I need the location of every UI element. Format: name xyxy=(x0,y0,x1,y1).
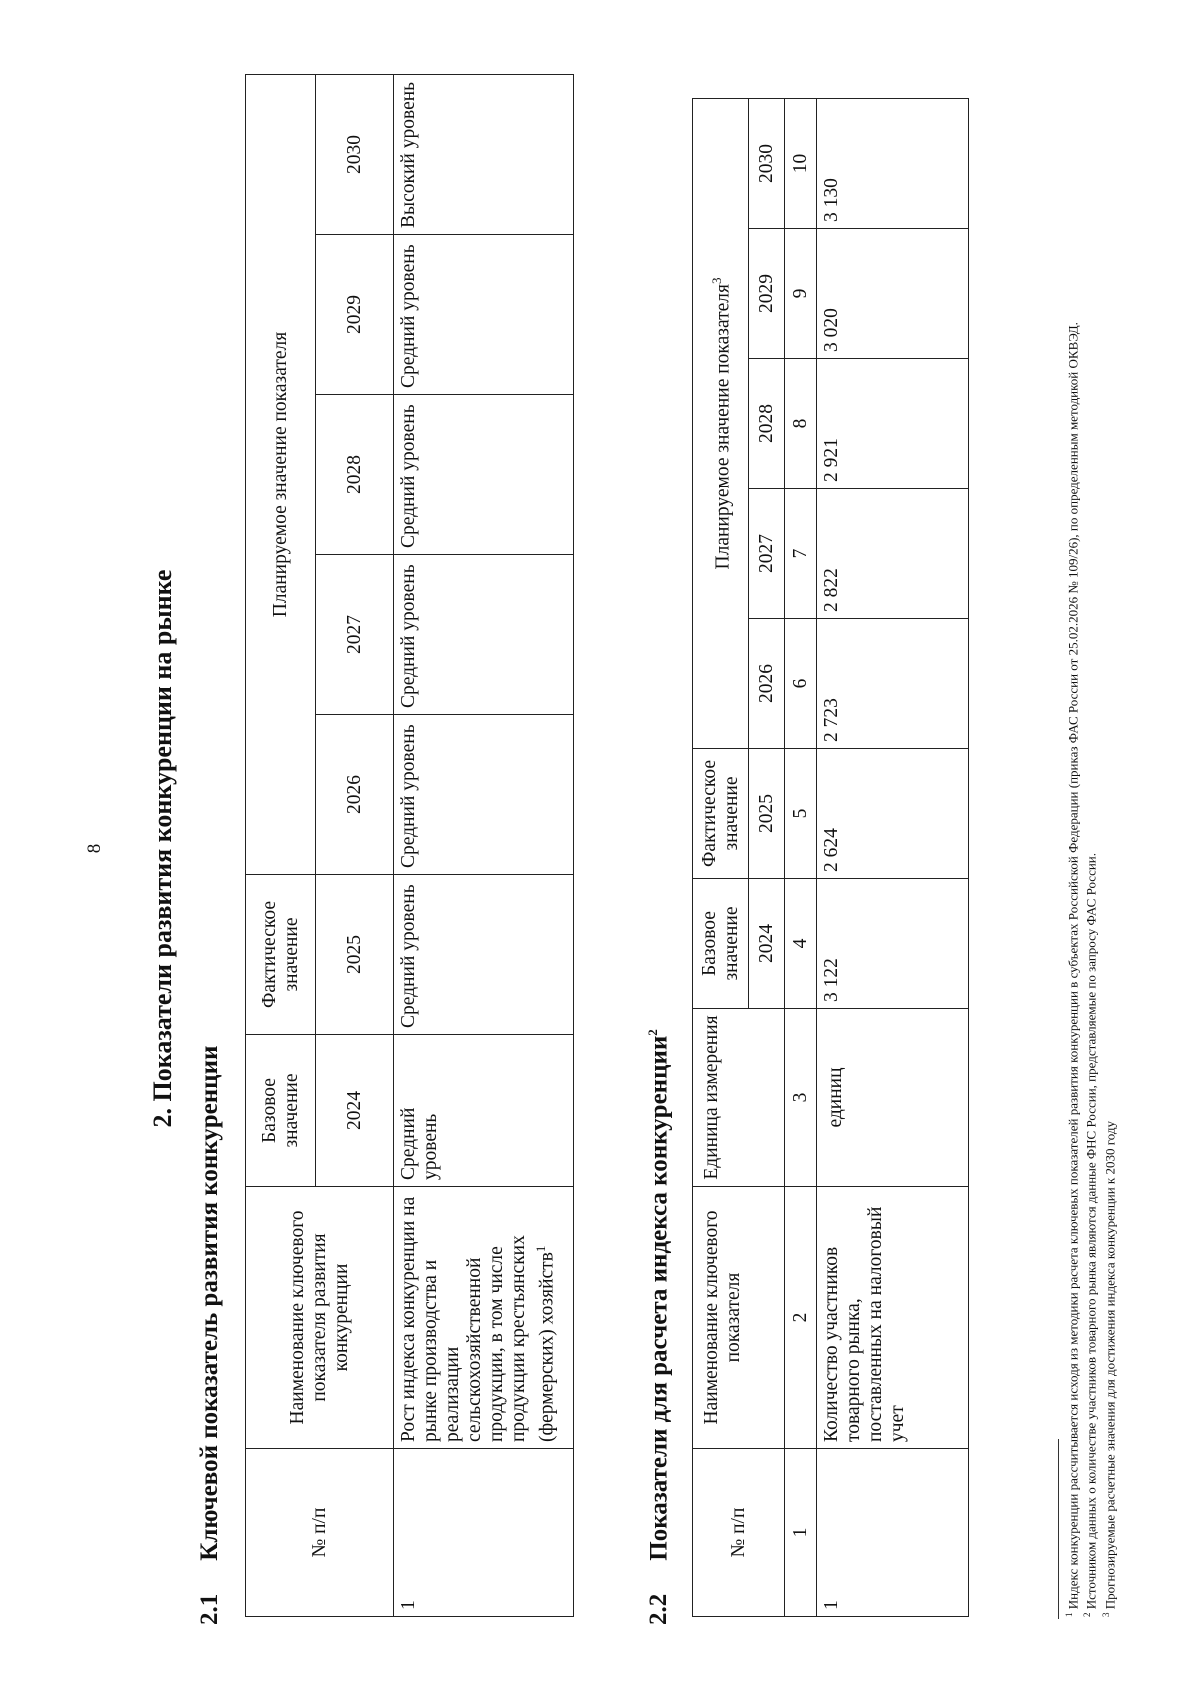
value-cell: 2 723 xyxy=(817,619,969,749)
footnote-text: Прогнозируемые расчетные значения для достижения индекса конкуренции к 2030 году xyxy=(1101,1121,1117,1610)
footnotes xyxy=(1062,117,1117,1617)
value-cell: 3 130 xyxy=(817,99,969,229)
footnote-ref: 2 xyxy=(645,1029,660,1036)
subsection-title: Ключевой показатель развития конкуренции xyxy=(196,1045,223,1561)
header-name: Наименование ключевого показателя развития конкуренции xyxy=(246,1187,394,1449)
year-cell: 2030 xyxy=(316,75,394,235)
subsection-number: 2.2 xyxy=(645,1593,673,1625)
subsection-heading-2-1 xyxy=(196,1046,224,1625)
unit-value: единиц xyxy=(817,1009,969,1187)
footnote-ref: 1 xyxy=(533,1245,548,1253)
header-base: Базовое значение xyxy=(693,879,749,1009)
footnote-marker: 3 xyxy=(1100,1612,1111,1617)
year-cell: 2029 xyxy=(749,229,785,359)
header-num: № п/п xyxy=(693,1449,785,1617)
value-cell: Средний уровень xyxy=(394,395,574,555)
footnote-text: Индекс конкуренции рассчитывается исходя из методики расчета ключевых показателей развития конкуренции в субъектах Российской Федерации (приказ ФАС России от 25.02.2026 № 109/26), по определенным методикой ОКВЭД. xyxy=(1065,322,1081,1610)
year-cell: 2026 xyxy=(316,715,394,875)
subsection-heading-2-2 xyxy=(645,1029,673,1625)
value-cell: 3 020 xyxy=(817,229,969,359)
footnote-ref: 3 xyxy=(709,277,725,285)
footnote-marker: 2 xyxy=(1082,1612,1093,1617)
value-cell: Высокий уровень xyxy=(394,75,574,235)
subsection-title: Показатели для расчета индекса конкуренции xyxy=(645,1035,673,1561)
year-cell: 2026 xyxy=(749,619,785,749)
value-cell: Средний уровень xyxy=(394,555,574,715)
header-fact: Фактическое значение xyxy=(246,875,316,1035)
section-title: 2. Показатели развития конкуренции на рынке xyxy=(148,569,177,1128)
header-fact: Фактическое значение xyxy=(693,749,749,879)
year-cell: 2025 xyxy=(316,875,394,1035)
column-number: 10 xyxy=(785,99,817,229)
column-number: 8 xyxy=(785,359,817,489)
header-num: № п/п xyxy=(246,1449,394,1617)
indicator-name: Количество участников товарного рынка, поставленных на налоговый учет xyxy=(817,1187,969,1449)
value-cell: 2 624 xyxy=(817,749,969,879)
year-cell: 2024 xyxy=(316,1035,394,1187)
year-cell: 2024 xyxy=(749,879,785,1009)
header-plan-label: Планируемое значение показателя xyxy=(712,284,734,570)
header-plan xyxy=(693,99,749,749)
header-name: Наименование ключевого показателя xyxy=(693,1187,785,1449)
key-indicator-table xyxy=(245,74,574,1617)
year-cell: 2029 xyxy=(316,235,394,395)
row-num: 1 xyxy=(394,1449,574,1617)
year-cell: 2025 xyxy=(749,749,785,879)
column-number: 2 xyxy=(785,1187,817,1449)
column-number: 7 xyxy=(785,489,817,619)
year-cell: 2027 xyxy=(749,489,785,619)
column-number: 5 xyxy=(785,749,817,879)
row-num: 1 xyxy=(817,1449,969,1617)
competition-index-table xyxy=(692,98,969,1617)
value-cell: 2 921 xyxy=(817,359,969,489)
subsection-number: 2.1 xyxy=(196,1593,223,1625)
header-base: Базовое значение xyxy=(246,1035,316,1187)
value-cell: 2 822 xyxy=(817,489,969,619)
footnote-2 xyxy=(1080,117,1098,1617)
column-number: 1 xyxy=(785,1449,817,1617)
footnote-3 xyxy=(1099,117,1117,1617)
value-cell: Средний уровень xyxy=(394,715,574,875)
year-cell: 2028 xyxy=(316,395,394,555)
footnote-1 xyxy=(1062,117,1080,1617)
header-unit: Единица измерения xyxy=(693,1009,785,1187)
column-number: 6 xyxy=(785,619,817,749)
column-number: 9 xyxy=(785,229,817,359)
value-cell: Средний уровень xyxy=(394,235,574,395)
indicator-name-cell xyxy=(394,1187,574,1449)
indicator-name: Рост индекса конкуренции на рынке производства и реализации сельскохозяйственной продукции, в том числе продукции крестьянских (фермерских) хозяйств xyxy=(398,1196,558,1442)
value-cell: 3 122 xyxy=(817,879,969,1009)
year-cell: 2030 xyxy=(749,99,785,229)
value-cell: Средний уровень xyxy=(394,875,574,1035)
header-plan: Планируемое значение показателя xyxy=(246,75,316,875)
footnote-text: Источником данных о количестве участников товарного рынка являются данные ФНС России, представляемые по запросу ФАС России. xyxy=(1083,852,1099,1610)
page-number: 8 xyxy=(84,843,105,854)
value-cell: Средний уровень xyxy=(394,1035,574,1187)
year-cell: 2027 xyxy=(316,555,394,715)
column-number: 3 xyxy=(785,1009,817,1187)
footnote-divider xyxy=(1058,1439,1059,1619)
year-cell: 2028 xyxy=(749,359,785,489)
footnote-marker: 1 xyxy=(1064,1612,1074,1617)
column-number: 4 xyxy=(785,879,817,1009)
